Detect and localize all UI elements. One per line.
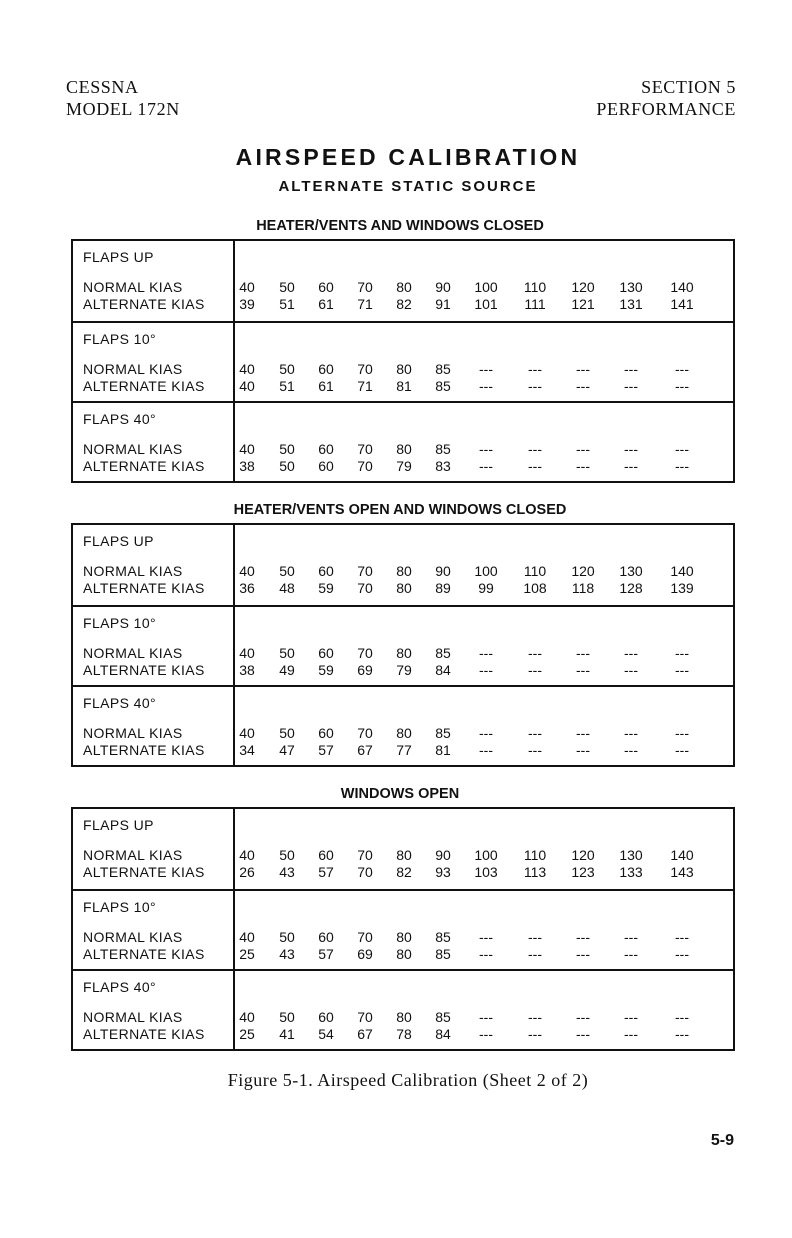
alternate-kias-value: 89	[435, 580, 451, 596]
normal-kias-value: 110	[523, 563, 547, 579]
normal-kias-label: NORMAL KIAS	[83, 929, 183, 945]
alternate-kias-value: 38	[239, 458, 255, 474]
normal-kias-value: 60	[318, 929, 334, 945]
alternate-kias-value: 121	[571, 296, 595, 312]
alternate-kias-value: 133	[619, 864, 643, 880]
normal-kias-value: ---	[479, 725, 493, 741]
flap-block	[73, 889, 733, 969]
alternate-kias-value: ---	[576, 662, 590, 678]
alternate-kias-value: 101	[474, 296, 498, 312]
alternate-kias-value: 113	[523, 864, 547, 880]
manufacturer: CESSNA	[66, 77, 139, 97]
normal-kias-value: 85	[435, 929, 451, 945]
normal-kias-value: 130	[619, 563, 643, 579]
alternate-kias-label: ALTERNATE KIAS	[83, 864, 205, 880]
table-heading: WINDOWS OPEN	[340, 786, 460, 802]
alternate-kias-value: ---	[479, 458, 493, 474]
normal-kias-value: 60	[318, 725, 334, 741]
normal-kias-value: 140	[670, 847, 694, 863]
normal-kias-label: NORMAL KIAS	[83, 563, 183, 579]
normal-kias-value: ---	[624, 725, 638, 741]
normal-kias-value: 110	[523, 847, 547, 863]
normal-kias-value: ---	[528, 1009, 542, 1025]
alternate-kias-value: 82	[396, 296, 412, 312]
normal-kias-value: 70	[357, 847, 373, 863]
alternate-kias-value: 34	[239, 742, 255, 758]
normal-kias-value: ---	[576, 361, 590, 377]
normal-kias-value: 130	[619, 279, 643, 295]
alternate-kias-value: 103	[474, 864, 498, 880]
alternate-kias-value: 83	[435, 458, 451, 474]
normal-kias-value: 40	[239, 929, 255, 945]
alternate-kias-value: 47	[279, 742, 295, 758]
flaps-setting: FLAPS 10°	[83, 615, 157, 631]
normal-kias-value: 100	[474, 279, 498, 295]
normal-kias-value: 50	[279, 1009, 295, 1025]
alternate-kias-value: 36	[239, 580, 255, 596]
calibration-table	[71, 239, 735, 483]
normal-kias-value: ---	[675, 645, 689, 661]
flap-block	[73, 321, 733, 401]
alternate-kias-value: ---	[624, 946, 638, 962]
flaps-setting: FLAPS UP	[83, 533, 154, 549]
normal-kias-value: 70	[357, 441, 373, 457]
figure-caption: Figure 5-1. Airspeed Calibration (Sheet 2 of 2)	[227, 1070, 589, 1090]
normal-kias-label: NORMAL KIAS	[83, 441, 183, 457]
alternate-kias-label: ALTERNATE KIAS	[83, 378, 205, 394]
alternate-kias-value: 141	[670, 296, 694, 312]
flaps-setting: FLAPS 10°	[83, 899, 157, 915]
normal-kias-value: ---	[576, 645, 590, 661]
alternate-kias-value: ---	[479, 742, 493, 758]
alternate-kias-value: 54	[318, 1026, 334, 1042]
header-right	[596, 76, 736, 120]
normal-kias-label: NORMAL KIAS	[83, 1009, 183, 1025]
alternate-kias-value: 71	[357, 296, 373, 312]
alternate-kias-label: ALTERNATE KIAS	[83, 1026, 205, 1042]
normal-kias-value: ---	[624, 645, 638, 661]
page-title: AIRSPEED CALIBRATION	[235, 144, 581, 170]
alternate-kias-value: ---	[576, 378, 590, 394]
alternate-kias-value: ---	[675, 1026, 689, 1042]
normal-kias-value: 110	[523, 279, 547, 295]
normal-kias-value: ---	[624, 1009, 638, 1025]
normal-kias-value: ---	[528, 929, 542, 945]
normal-kias-value: 70	[357, 725, 373, 741]
normal-kias-value: 50	[279, 847, 295, 863]
normal-kias-value: ---	[624, 361, 638, 377]
alternate-kias-value: ---	[528, 378, 542, 394]
flap-block	[73, 685, 733, 765]
normal-kias-value: 50	[279, 645, 295, 661]
alternate-kias-value: 118	[571, 580, 595, 596]
alternate-kias-value: 60	[318, 458, 334, 474]
table-heading: HEATER/VENTS OPEN AND WINDOWS CLOSED	[233, 502, 567, 518]
flap-block	[73, 809, 733, 889]
alternate-kias-value: 43	[279, 946, 295, 962]
alternate-kias-value: 131	[619, 296, 643, 312]
alternate-kias-value: ---	[624, 1026, 638, 1042]
normal-kias-value: 40	[239, 441, 255, 457]
alternate-kias-value: 81	[396, 378, 412, 394]
alternate-kias-value: 51	[279, 378, 295, 394]
alternate-kias-value: ---	[624, 458, 638, 474]
normal-kias-value: 40	[239, 1009, 255, 1025]
normal-kias-value: 50	[279, 563, 295, 579]
normal-kias-label: NORMAL KIAS	[83, 725, 183, 741]
alternate-kias-value: ---	[479, 1026, 493, 1042]
alternate-kias-value: 70	[357, 458, 373, 474]
normal-kias-value: 50	[279, 361, 295, 377]
normal-kias-value: 40	[239, 563, 255, 579]
alternate-kias-value: 61	[318, 296, 334, 312]
alternate-kias-value: ---	[624, 662, 638, 678]
alternate-kias-value: 57	[318, 742, 334, 758]
normal-kias-value: 85	[435, 1009, 451, 1025]
normal-kias-value: ---	[624, 929, 638, 945]
normal-kias-value: 85	[435, 725, 451, 741]
normal-kias-value: 70	[357, 929, 373, 945]
header-left	[66, 76, 180, 120]
normal-kias-value: ---	[479, 929, 493, 945]
calibration-table	[71, 807, 735, 1051]
alternate-kias-value: ---	[528, 662, 542, 678]
alternate-kias-value: 123	[571, 864, 595, 880]
normal-kias-value: 80	[396, 441, 412, 457]
alternate-kias-value: 26	[239, 864, 255, 880]
alternate-kias-label: ALTERNATE KIAS	[83, 580, 205, 596]
alternate-kias-value: 84	[435, 662, 451, 678]
normal-kias-value: 85	[435, 361, 451, 377]
normal-kias-value: 120	[571, 847, 595, 863]
normal-kias-value: 80	[396, 361, 412, 377]
alternate-kias-value: ---	[675, 742, 689, 758]
normal-kias-value: 140	[670, 563, 694, 579]
alternate-kias-value: ---	[624, 378, 638, 394]
normal-kias-value: 85	[435, 441, 451, 457]
normal-kias-value: 70	[357, 279, 373, 295]
section-number: SECTION 5	[641, 77, 736, 97]
flaps-setting: FLAPS UP	[83, 817, 154, 833]
normal-kias-value: ---	[528, 725, 542, 741]
alternate-kias-value: ---	[675, 458, 689, 474]
alternate-kias-value: 70	[357, 580, 373, 596]
alternate-kias-value: 59	[318, 580, 334, 596]
alternate-kias-value: 85	[435, 946, 451, 962]
normal-kias-value: ---	[479, 361, 493, 377]
normal-kias-value: 140	[670, 279, 694, 295]
alternate-kias-value: ---	[675, 378, 689, 394]
flap-block	[73, 241, 733, 321]
alternate-kias-value: 80	[396, 946, 412, 962]
alternate-kias-value: 39	[239, 296, 255, 312]
flaps-setting: FLAPS 40°	[83, 979, 157, 995]
alternate-kias-value: ---	[576, 946, 590, 962]
normal-kias-value: ---	[528, 361, 542, 377]
normal-kias-value: ---	[479, 1009, 493, 1025]
normal-kias-value: 40	[239, 279, 255, 295]
normal-kias-value: 120	[571, 563, 595, 579]
alternate-kias-value: 25	[239, 1026, 255, 1042]
normal-kias-value: 100	[474, 847, 498, 863]
normal-kias-value: 40	[239, 645, 255, 661]
alternate-kias-value: 79	[396, 662, 412, 678]
alternate-kias-value: 41	[279, 1026, 295, 1042]
normal-kias-value: 80	[396, 847, 412, 863]
alternate-kias-value: ---	[528, 458, 542, 474]
table-heading: HEATER/VENTS AND WINDOWS CLOSED	[256, 218, 544, 234]
alternate-kias-label: ALTERNATE KIAS	[83, 742, 205, 758]
alternate-kias-value: 139	[670, 580, 694, 596]
normal-kias-value: 40	[239, 361, 255, 377]
normal-kias-value: ---	[479, 441, 493, 457]
alternate-kias-value: 69	[357, 662, 373, 678]
normal-kias-value: ---	[528, 441, 542, 457]
alternate-kias-value: 128	[619, 580, 643, 596]
normal-kias-value: 100	[474, 563, 498, 579]
alternate-kias-value: 111	[524, 296, 546, 312]
normal-kias-value: ---	[675, 1009, 689, 1025]
normal-kias-value: 90	[435, 279, 451, 295]
normal-kias-value: 120	[571, 279, 595, 295]
normal-kias-value: 50	[279, 725, 295, 741]
page-number: 5-9	[710, 1132, 734, 1149]
normal-kias-value: 70	[357, 361, 373, 377]
alternate-kias-value: 93	[435, 864, 451, 880]
alternate-kias-value: 51	[279, 296, 295, 312]
alternate-kias-value: 81	[435, 742, 451, 758]
alternate-kias-value: 40	[239, 378, 255, 394]
alternate-kias-value: 78	[396, 1026, 412, 1042]
alternate-kias-value: 69	[357, 946, 373, 962]
normal-kias-value: 60	[318, 563, 334, 579]
alternate-kias-value: ---	[576, 1026, 590, 1042]
normal-kias-value: 70	[357, 563, 373, 579]
normal-kias-value: ---	[675, 725, 689, 741]
normal-kias-value: 80	[396, 563, 412, 579]
alternate-kias-value: 99	[478, 580, 494, 596]
alternate-kias-value: 67	[357, 742, 373, 758]
normal-kias-value: 40	[239, 847, 255, 863]
alternate-kias-value: 80	[396, 580, 412, 596]
alternate-kias-value: 67	[357, 1026, 373, 1042]
normal-kias-value: ---	[576, 725, 590, 741]
alternate-kias-value: 38	[239, 662, 255, 678]
flaps-setting: FLAPS 40°	[83, 695, 157, 711]
alternate-kias-value: 50	[279, 458, 295, 474]
normal-kias-value: 70	[357, 645, 373, 661]
alternate-kias-value: 79	[396, 458, 412, 474]
normal-kias-value: 60	[318, 847, 334, 863]
alternate-kias-value: 82	[396, 864, 412, 880]
flap-block	[73, 525, 733, 605]
normal-kias-value: 60	[318, 1009, 334, 1025]
alternate-kias-value: 77	[396, 742, 412, 758]
normal-kias-value: 80	[396, 645, 412, 661]
alternate-kias-value: ---	[576, 742, 590, 758]
page-subtitle: ALTERNATE STATIC SOURCE	[278, 178, 538, 195]
alternate-kias-value: ---	[624, 742, 638, 758]
normal-kias-value: 60	[318, 361, 334, 377]
normal-kias-value: ---	[528, 645, 542, 661]
alternate-kias-value: 59	[318, 662, 334, 678]
model: MODEL 172N	[66, 99, 180, 119]
alternate-kias-label: ALTERNATE KIAS	[83, 296, 205, 312]
normal-kias-value: ---	[576, 441, 590, 457]
alternate-kias-value: 71	[357, 378, 373, 394]
normal-kias-label: NORMAL KIAS	[83, 645, 183, 661]
alternate-kias-value: 143	[670, 864, 694, 880]
alternate-kias-value: ---	[479, 946, 493, 962]
calibration-table	[71, 523, 735, 767]
normal-kias-value: 90	[435, 563, 451, 579]
normal-kias-value: ---	[576, 1009, 590, 1025]
flap-block	[73, 969, 733, 1049]
normal-kias-value: 50	[279, 441, 295, 457]
normal-kias-value: 50	[279, 279, 295, 295]
normal-kias-value: 50	[279, 929, 295, 945]
alternate-kias-value: ---	[528, 946, 542, 962]
alternate-kias-value: 108	[523, 580, 547, 596]
flap-block	[73, 401, 733, 481]
alternate-kias-value: 48	[279, 580, 295, 596]
flaps-setting: FLAPS 10°	[83, 331, 157, 347]
normal-kias-value: 70	[357, 1009, 373, 1025]
alternate-kias-value: ---	[479, 662, 493, 678]
alternate-kias-value: ---	[479, 378, 493, 394]
flap-block	[73, 605, 733, 685]
alternate-kias-value: ---	[528, 1026, 542, 1042]
alternate-kias-value: 84	[435, 1026, 451, 1042]
alternate-kias-value: 91	[435, 296, 451, 312]
normal-kias-value: 80	[396, 725, 412, 741]
normal-kias-value: ---	[576, 929, 590, 945]
alternate-kias-value: 43	[279, 864, 295, 880]
alternate-kias-label: ALTERNATE KIAS	[83, 946, 205, 962]
alternate-kias-value: ---	[675, 662, 689, 678]
normal-kias-label: NORMAL KIAS	[83, 361, 183, 377]
normal-kias-value: 60	[318, 441, 334, 457]
normal-kias-value: 85	[435, 645, 451, 661]
alternate-kias-value: ---	[528, 742, 542, 758]
alternate-kias-value: ---	[675, 946, 689, 962]
normal-kias-value: ---	[624, 441, 638, 457]
alternate-kias-value: 57	[318, 864, 334, 880]
section-title: PERFORMANCE	[596, 99, 736, 119]
alternate-kias-value: 25	[239, 946, 255, 962]
normal-kias-label: NORMAL KIAS	[83, 279, 183, 295]
alternate-kias-value: 85	[435, 378, 451, 394]
normal-kias-value: 90	[435, 847, 451, 863]
normal-kias-value: 80	[396, 1009, 412, 1025]
flaps-setting: FLAPS 40°	[83, 411, 157, 427]
flaps-setting: FLAPS UP	[83, 249, 154, 265]
normal-kias-label: NORMAL KIAS	[83, 847, 183, 863]
alternate-kias-label: ALTERNATE KIAS	[83, 662, 205, 678]
normal-kias-value: 80	[396, 929, 412, 945]
normal-kias-value: ---	[479, 645, 493, 661]
normal-kias-value: ---	[675, 361, 689, 377]
alternate-kias-value: 49	[279, 662, 295, 678]
alternate-kias-value: 70	[357, 864, 373, 880]
normal-kias-value: 130	[619, 847, 643, 863]
normal-kias-value: ---	[675, 929, 689, 945]
alternate-kias-value: ---	[576, 458, 590, 474]
alternate-kias-label: ALTERNATE KIAS	[83, 458, 205, 474]
normal-kias-value: ---	[675, 441, 689, 457]
normal-kias-value: 60	[318, 279, 334, 295]
normal-kias-value: 80	[396, 279, 412, 295]
alternate-kias-value: 61	[318, 378, 334, 394]
normal-kias-value: 60	[318, 645, 334, 661]
normal-kias-value: 40	[239, 725, 255, 741]
alternate-kias-value: 57	[318, 946, 334, 962]
